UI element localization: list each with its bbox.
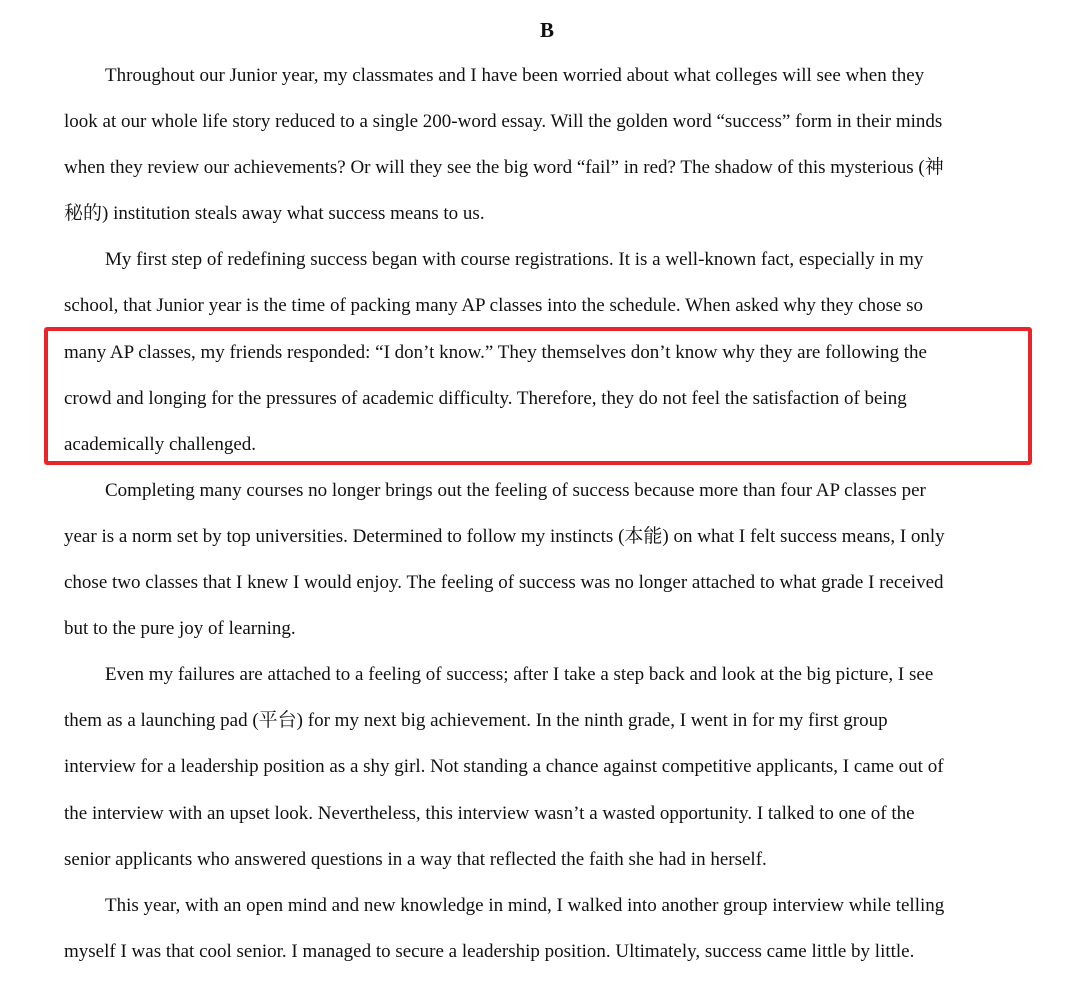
highlighted-text-line: many AP classes, my friends responded: “I don’t know.” They themselves don’t know why they are following the	[64, 341, 927, 363]
text-line: myself I was that cool senior. I managed to secure a leadership position. Ultimately, success came little by little.	[64, 940, 915, 962]
text-line: senior applicants who answered questions in a way that reflected the faith she had in herself.	[64, 848, 767, 870]
highlighted-text-line: academically challenged.	[64, 433, 257, 455]
text-line: them as a launching pad (平台) for my next big achievement. In the ninth grade, I went in for my first group	[64, 710, 888, 732]
paragraph-3	[64, 468, 1030, 652]
highlighted-text-line: crowd and longing for the pressures of academic difficulty. Therefore, they do not feel the satisfaction of being	[64, 387, 907, 409]
text-line: but to the pure joy of learning.	[64, 618, 296, 640]
paragraph-5	[64, 883, 1030, 975]
text-line: Throughout our Junior year, my classmates and I have been worried about what colleges will see when they	[105, 65, 925, 86]
paragraph-1	[64, 53, 1030, 237]
text-line: 秘的) institution steals away what success means to us.	[64, 203, 485, 225]
passage-title: B	[539, 18, 554, 42]
text-line: school, that Junior year is the time of packing many AP classes into the schedule. When asked why they chose so	[64, 295, 924, 317]
paragraph-2	[64, 237, 1030, 467]
text-line: the interview with an upset look. Nevertheless, this interview wasn’t a wasted opportunity. I talked to one of the	[64, 802, 915, 824]
text-line: Completing many courses no longer brings out the feeling of success because more than four AP classes per	[105, 479, 926, 501]
text-line: year is a norm set by top universities. Determined to follow my instincts (本能) on what I felt success means, I only	[64, 525, 945, 547]
text-line: interview for a leadership position as a shy girl. Not standing a chance against competitive applicants, I came out of	[64, 756, 944, 778]
text-line: My first step of redefining success began with course registrations. It is a well-known fact, especially in my	[105, 249, 924, 271]
paragraph-4	[64, 652, 1030, 882]
text-line: Even my failures are attached to a feeling of success; after I take a step back and look at the big picture, I see	[105, 664, 934, 686]
document-page	[64, 0, 1030, 975]
text-line: when they review our achievements? Or will they see the big word “fail” in red? The shadow of this mysterious (神	[64, 157, 944, 179]
text-line: chose two classes that I knew I would enjoy. The feeling of success was no longer attached to what grade I received	[64, 572, 944, 594]
text-line: This year, with an open mind and new knowledge in mind, I walked into another group interview while telling	[105, 894, 945, 916]
text-line: look at our whole life story reduced to a single 200-word essay. Will the golden word “success” form in their minds	[64, 111, 943, 133]
